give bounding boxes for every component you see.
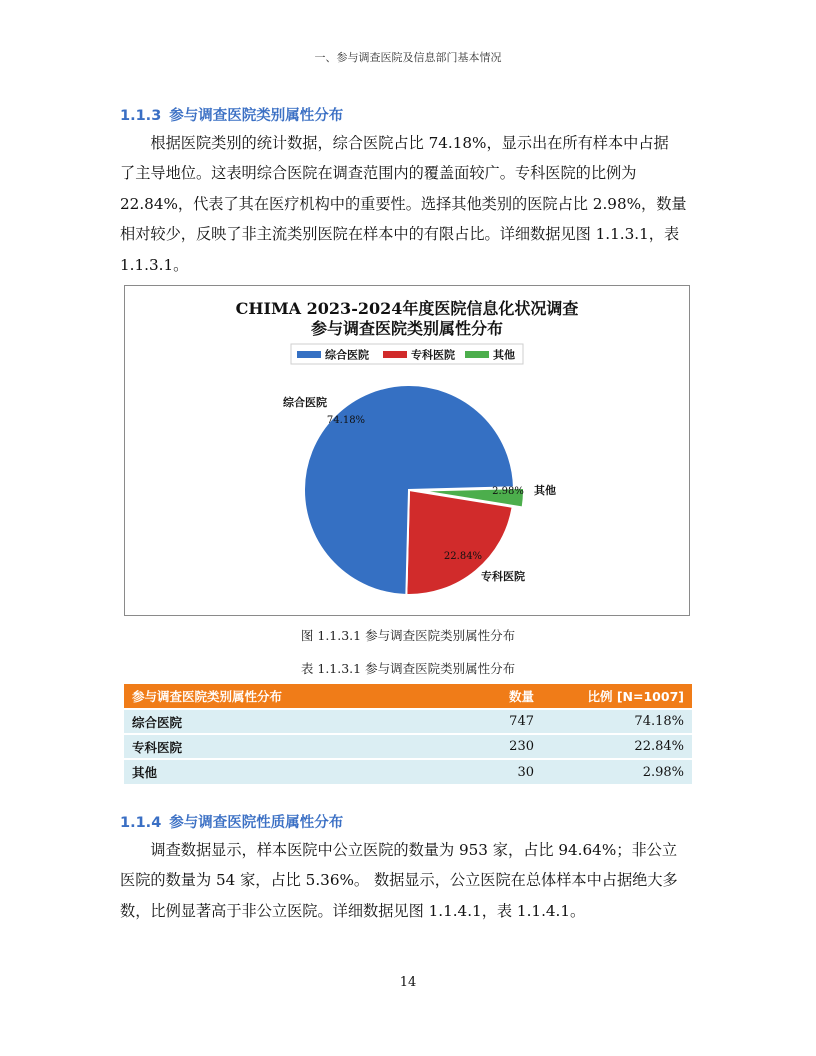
legend-swatch: [297, 351, 321, 358]
paragraph-line: 22.84%，代表了其在医疗机构中的重要性。选择其他类别的医院占比 2.98%，数量: [120, 194, 687, 213]
paragraph-line: 调查数据显示，样本医院中公立医院的数量为 953 家，占比 94.64%；非公立: [120, 841, 678, 859]
figure-caption: 图 1.1.3.1 参与调查医院类别属性分布: [300, 628, 516, 643]
slice-value-label: 22.84%: [443, 551, 483, 562]
paragraph-line: 根据医院类别的统计数据，综合医院占比 74.18%，显示出在所有样本中占据: [120, 134, 669, 152]
paragraph-line: 数，比例显著高于非公立医院。详细数据见图 1.1.4.1，表 1.1.4.1。: [120, 901, 586, 920]
legend-label: 其他: [493, 348, 515, 362]
paragraph-line: 相对较少，反映了非主流类别医院在样本中的有限占比。详细数据见图 1.1.3.1，表: [120, 225, 680, 244]
table-cell-ratio: 2.98%: [542, 759, 692, 784]
category-table: [124, 684, 692, 784]
chart-subtitle: 参与调查医院类别属性分布: [310, 319, 504, 338]
table-caption: 表 1.1.3.1 参与调查医院类别属性分布: [300, 661, 516, 676]
section-title: 参与调查医院类别属性分布: [169, 108, 344, 124]
paragraph-line: 了主导地位。这表明综合医院在调查范围内的覆盖面较广。专科医院的比例为: [120, 164, 637, 183]
slice-category-label: 其他: [534, 484, 556, 497]
table-cell-count: 747: [462, 709, 542, 734]
paragraph-line: 医院的数量为 54 家，占比 5.36%。 数据显示，公立医院在总体样本中占据绝大多: [120, 871, 678, 890]
table-cell-name: 其他: [124, 759, 462, 784]
pie-chart: [125, 286, 689, 615]
table-cell-name: 综合医院: [124, 709, 462, 734]
table-cell-ratio: 74.18%: [542, 709, 692, 734]
table-header-category: 参与调查医院类别属性分布: [124, 684, 462, 709]
slice-category-label: 专科医院: [481, 570, 525, 583]
legend-label: 综合医院: [325, 348, 369, 362]
table-cell-count: 230: [462, 734, 542, 759]
pie-chart-figure: [124, 285, 690, 616]
table-cell-ratio: 22.84%: [542, 734, 692, 759]
running-header: 一、参与调查医院及信息部门基本情况: [314, 51, 502, 64]
table-cell-count: 30: [462, 759, 542, 784]
section-number: 1.1.4: [120, 815, 162, 831]
chart-legend: [291, 344, 523, 364]
section-number: 1.1.3: [120, 108, 162, 124]
section-1-1-3-heading: [120, 104, 351, 125]
table-cell-name: 专科医院: [124, 734, 462, 759]
legend-label: 专科医院: [411, 348, 455, 362]
page-number: 14: [399, 975, 417, 990]
section-title: 参与调查医院性质属性分布: [169, 815, 344, 831]
slice-category-label: 综合医院: [283, 396, 327, 409]
table-row: [124, 759, 692, 784]
section-1-1-4-paragraph: [120, 835, 696, 926]
legend-swatch: [383, 351, 407, 358]
table-header-count: 数量: [462, 684, 542, 709]
legend-swatch: [465, 351, 489, 358]
table-row: [124, 709, 692, 734]
chart-title: CHIMA 2023-2024年度医院信息化状况调查: [235, 299, 579, 318]
table-header-row: [124, 684, 692, 709]
table-row: [124, 734, 692, 759]
table-header-ratio: 比例 [N=1007]: [542, 684, 692, 709]
paragraph-line: 1.1.3.1。: [120, 255, 189, 274]
slice-value-label: 2.98%: [492, 486, 524, 497]
slice-value-label: 74.18%: [326, 415, 366, 426]
section-1-1-4-heading: [120, 811, 351, 832]
section-1-1-3-paragraph: [120, 128, 696, 280]
